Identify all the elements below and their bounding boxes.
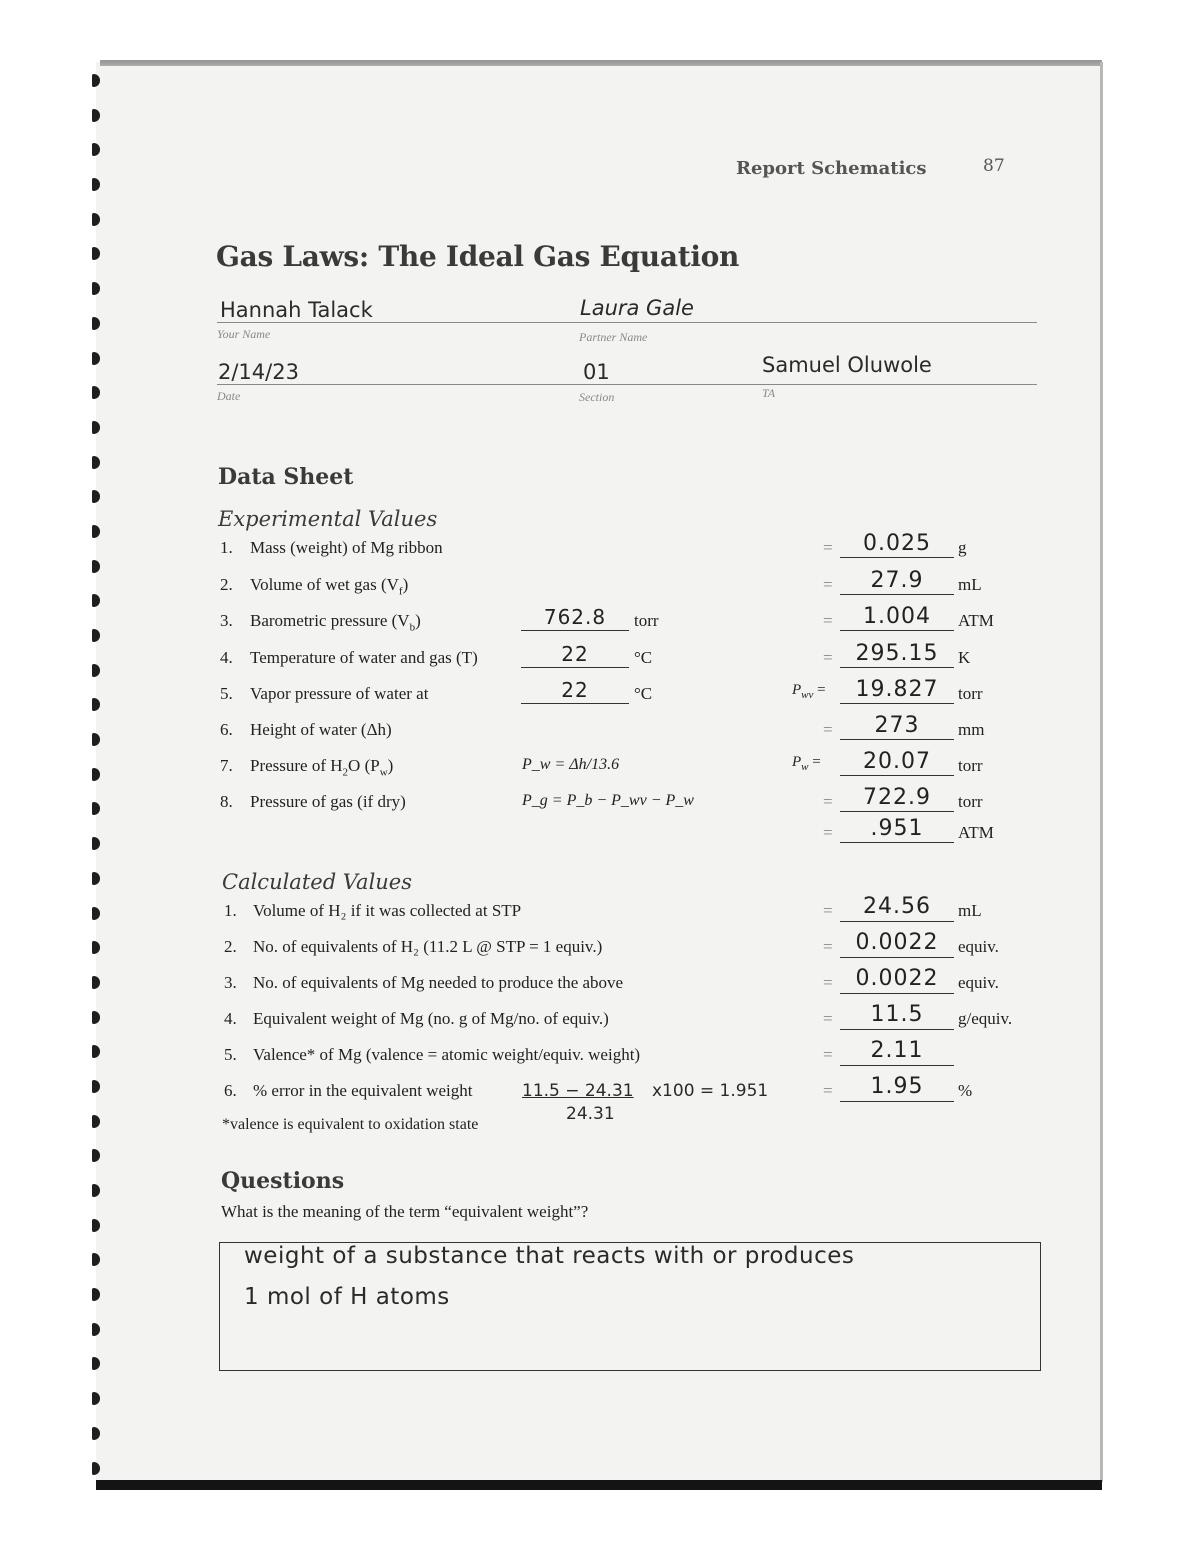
spiral-ring: [92, 837, 100, 850]
spiral-ring: [92, 560, 100, 573]
answer-prefix: [792, 682, 826, 701]
prefix-subscript: w: [801, 761, 809, 773]
answer-unit: equiv.: [958, 937, 999, 956]
spiral-ring: [92, 247, 100, 260]
spiral-ring: [92, 421, 100, 434]
answer-value: 11.5: [870, 1002, 924, 1027]
answer-value: 722.9: [863, 785, 931, 810]
error-work-numerator: 11.5 − 24.31: [522, 1081, 634, 1101]
spiral-ring: [92, 1115, 100, 1128]
item-label: No. of equivalents of Mg needed to produce the above: [253, 973, 624, 992]
answer-unit: %: [958, 1081, 973, 1100]
spiral-ring: [92, 352, 100, 365]
spiral-ring: [92, 282, 100, 295]
answer-line: [840, 842, 954, 843]
prefix-letter: P: [792, 754, 802, 770]
mid-unit: °C: [634, 648, 653, 667]
answer-equals: =: [823, 720, 833, 739]
answer-value: 24.56: [863, 894, 931, 919]
mid-unit: torr: [634, 611, 659, 630]
item-label: [250, 720, 392, 740]
spiral-ring: [92, 594, 100, 607]
answer-value: 0.025: [863, 531, 931, 556]
formula: P_g = P_b − P_wv − P_w: [522, 792, 694, 809]
item-label: Equivalent weight of Mg (no. g of Mg/no. of equiv.): [253, 1009, 609, 1028]
item-number: 1.: [224, 901, 237, 920]
item-label-text: Barometric pressure (V: [250, 611, 410, 630]
answer-value: 0.0022: [855, 966, 939, 991]
item-label-text: Height of water (Δh): [250, 720, 392, 739]
name-row-line: [217, 322, 1037, 323]
item-label: [250, 648, 478, 668]
item-label: [250, 792, 406, 812]
spiral-ring: [92, 629, 100, 642]
spiral-ring: [92, 1011, 100, 1024]
item-label-subscript: 2: [342, 766, 349, 779]
answer-value: 1.95: [870, 1074, 924, 1099]
page-top-edge: [100, 60, 1102, 66]
spiral-ring: [92, 1357, 100, 1370]
answer-equals: =: [823, 901, 833, 920]
formula: P_w = Δh/13.6: [522, 756, 620, 773]
answer-line: [840, 811, 954, 812]
item-label-subscript: w: [379, 766, 388, 779]
spiral-ring: [92, 907, 100, 920]
answer-unit: equiv.: [958, 973, 999, 992]
date-value: 2/14/23: [218, 360, 299, 384]
page-right-edge: [1100, 62, 1103, 1482]
item-label: % error in the equivalent weight: [253, 1081, 473, 1100]
spiral-ring: [92, 74, 100, 87]
spiral-ring: [92, 109, 100, 122]
answer-equals: =: [823, 823, 833, 842]
item-label: Volume of H₂ if it was collected at STP: [253, 901, 522, 920]
answer-value: 2.11: [870, 1038, 924, 1063]
questions-heading: Questions: [221, 1168, 345, 1194]
answer-equals: =: [823, 792, 833, 811]
answer-value: 273: [874, 713, 920, 738]
answer-value: .951: [870, 816, 924, 841]
page-title: Gas Laws: The Ideal Gas Equation: [216, 240, 740, 273]
spiral-ring: [92, 317, 100, 330]
answer-value: 27.9: [870, 568, 924, 593]
item-number: 6.: [224, 1081, 237, 1100]
answer-equals: =: [823, 538, 833, 557]
item-label-tail: ): [402, 575, 409, 594]
item-label-text: Vapor pressure of water at: [250, 684, 429, 703]
item-label: No. of equivalents of H₂ (11.2 L @ STP = 1 equiv.): [253, 937, 603, 956]
spiral-ring: [92, 733, 100, 746]
answer-line: [840, 957, 954, 958]
answer-line: [840, 1065, 954, 1066]
item-label-subscript: b: [409, 621, 416, 634]
question-prompt: What is the meaning of the term “equivalent weight”?: [221, 1202, 589, 1221]
answer-equals: =: [823, 1081, 833, 1100]
answer-unit: g: [958, 538, 967, 557]
item-label-text: Pressure of H: [250, 756, 343, 775]
answer-value: 1.004: [863, 604, 931, 629]
answer-equals: =: [823, 973, 833, 992]
answer-line: [840, 921, 954, 922]
spiral-ring: [92, 1184, 100, 1197]
answer-equals: =: [823, 1045, 833, 1064]
spiral-ring: [92, 490, 100, 503]
spiral-ring: [92, 525, 100, 538]
answer-line: [840, 993, 954, 994]
answer-line-1: weight of a substance that reacts with or produces: [244, 1243, 855, 1269]
item-number: 3.: [224, 973, 237, 992]
answer-unit: torr: [958, 756, 983, 775]
answer-unit: ATM: [958, 823, 994, 842]
spiral-ring: [92, 1323, 100, 1336]
spiral-ring: [92, 1427, 100, 1440]
spiral-ring: [92, 941, 100, 954]
your-name-label: Your Name: [217, 327, 271, 341]
item-label-tail: ): [387, 756, 394, 775]
prefix-letter: P: [792, 682, 802, 698]
spiral-ring: [92, 1288, 100, 1301]
spiral-ring: [92, 664, 100, 677]
running-title: Report Schematics: [736, 158, 927, 179]
prefix-equals: =: [808, 754, 821, 770]
data-sheet-heading: Data Sheet: [218, 464, 354, 490]
answer-line: [840, 594, 954, 595]
prefix-subscript: wv: [801, 689, 814, 701]
item-number: 8.: [220, 792, 233, 811]
answer-equals: =: [823, 937, 833, 956]
spiral-ring: [92, 1462, 100, 1475]
spiral-ring: [92, 1253, 100, 1266]
mid-answer-line: [521, 630, 629, 631]
answer-unit: K: [958, 648, 971, 667]
date-label: Date: [217, 389, 241, 403]
your-name-value: Hannah Talack: [220, 298, 373, 322]
spiral-ring: [92, 1149, 100, 1162]
spiral-ring: [92, 768, 100, 781]
spiral-ring: [92, 386, 100, 399]
answer-unit: mm: [958, 720, 985, 739]
item-number: 4.: [220, 648, 233, 667]
section-value: 01: [583, 360, 610, 384]
answer-equals: =: [823, 648, 833, 667]
ta-label: TA: [762, 386, 776, 400]
answer-value: 19.827: [855, 677, 939, 702]
item-number: 2.: [224, 937, 237, 956]
answer-line: [840, 630, 954, 631]
item-number: 7.: [220, 756, 233, 775]
item-label-text: Mass (weight) of Mg ribbon: [250, 538, 443, 557]
item-label-subscript: f: [398, 585, 403, 598]
answer-equals: =: [823, 575, 833, 594]
answer-line: [840, 557, 954, 558]
item-label: [250, 684, 428, 704]
spiral-ring: [92, 698, 100, 711]
spiral-ring: [92, 1080, 100, 1093]
item-label: [250, 538, 443, 558]
answer-prefix: [792, 754, 821, 773]
answer-line: [840, 703, 954, 704]
answer-line: [840, 1029, 954, 1030]
answer-unit: torr: [958, 792, 983, 811]
spiral-ring: [92, 872, 100, 885]
date-row-line: [217, 384, 1037, 385]
answer-equals: =: [823, 611, 833, 630]
spiral-ring: [92, 143, 100, 156]
answer-unit: torr: [958, 684, 983, 703]
prefix-equals: =: [813, 682, 826, 698]
item-number: 4.: [224, 1009, 237, 1028]
answer-value: 295.15: [855, 641, 939, 666]
answer-line-2: 1 mol of H atoms: [244, 1284, 450, 1310]
spiral-binding: [92, 74, 106, 1484]
answer-unit: mL: [958, 901, 982, 920]
answer-unit: mL: [958, 575, 982, 594]
answer-line: [840, 739, 954, 740]
experimental-values-heading: Experimental Values: [218, 507, 438, 531]
item-label: [250, 756, 393, 778]
item-label-text: Pressure of gas (if dry): [250, 792, 406, 811]
mid-answer-value: 22: [561, 642, 589, 666]
answer-unit: g/equiv.: [958, 1009, 1013, 1028]
item-label-text: Volume of wet gas (V: [250, 575, 399, 594]
page-bottom-edge: [96, 1480, 1102, 1490]
section-label: Section: [579, 390, 615, 404]
page-number: 87: [983, 156, 1005, 176]
partner-name-label: Partner Name: [579, 330, 648, 344]
ta-value: Samuel Oluwole: [762, 353, 932, 377]
mid-answer-line: [521, 703, 629, 704]
item-label: Valence* of Mg (valence = atomic weight/equiv. weight): [253, 1045, 641, 1064]
spiral-ring: [92, 1392, 100, 1405]
answer-equals: =: [823, 1009, 833, 1028]
answer-line: [840, 667, 954, 668]
mid-answer-value: 22: [561, 678, 589, 702]
partner-name-value: Laura Gale: [580, 296, 694, 320]
mid-answer-line: [521, 667, 629, 668]
answer-line: [840, 1101, 954, 1102]
spiral-ring: [92, 1045, 100, 1058]
spiral-ring: [92, 802, 100, 815]
error-work-denominator: 24.31: [566, 1104, 615, 1124]
answer-unit: ATM: [958, 611, 994, 630]
item-label-tail: ): [415, 611, 421, 630]
answer-line: [840, 775, 954, 776]
calculated-values-heading: Calculated Values: [222, 870, 413, 894]
item-number: 5.: [224, 1045, 237, 1064]
item-number: 1.: [220, 538, 233, 557]
error-work-result: x100 = 1.951: [652, 1081, 769, 1101]
valence-footnote: *valence is equivalent to oxidation state: [222, 1116, 479, 1133]
item-label: [250, 575, 408, 597]
mid-unit: °C: [634, 684, 653, 703]
item-label-text: Temperature of water and gas (T): [250, 648, 478, 667]
mid-answer-value: 762.8: [543, 605, 607, 629]
item-label-tail: O (P: [348, 756, 380, 775]
spiral-ring: [92, 1219, 100, 1232]
spiral-ring: [92, 178, 100, 191]
spiral-ring: [92, 976, 100, 989]
answer-value: 0.0022: [855, 930, 939, 955]
answer-value: 20.07: [863, 749, 931, 774]
item-number: 3.: [220, 611, 233, 630]
spiral-ring: [92, 456, 100, 469]
item-number: 6.: [220, 720, 233, 739]
item-number: 5.: [220, 684, 233, 703]
item-number: 2.: [220, 575, 233, 594]
spiral-ring: [92, 213, 100, 226]
item-label: [250, 611, 421, 633]
